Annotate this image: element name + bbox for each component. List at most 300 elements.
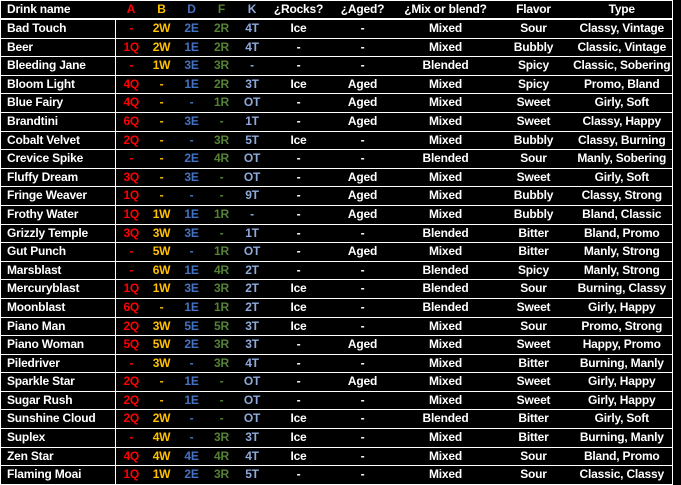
cell-f: 4R bbox=[214, 151, 229, 166]
cell-d: 2E bbox=[184, 151, 199, 166]
cell-rocks: Ice bbox=[290, 21, 307, 35]
cell-b: 4W bbox=[152, 430, 171, 445]
table-row bbox=[1, 410, 673, 429]
cell-name: Gut Punch bbox=[1, 243, 116, 262]
cell-flavor: Sour bbox=[520, 448, 547, 463]
cell-f: - bbox=[219, 169, 224, 184]
cell-type: Bland, Promo bbox=[583, 448, 660, 463]
table-row bbox=[1, 131, 673, 150]
cell-a: 2Q bbox=[123, 392, 140, 407]
cell-a: 6Q bbox=[123, 113, 140, 128]
cell-b: 4W bbox=[152, 448, 171, 463]
cell-b: 3W bbox=[152, 225, 171, 240]
cell-rocks: - bbox=[296, 225, 301, 240]
cell-k: 3T bbox=[245, 76, 259, 91]
column-header-name: Drink name bbox=[7, 2, 71, 16]
cell-b: - bbox=[159, 151, 164, 166]
cell-name: Sugar Rush bbox=[1, 391, 116, 410]
cell-aged: - bbox=[360, 299, 365, 314]
cell-type: Manly, Sobering bbox=[577, 151, 667, 166]
cell-rocks: - bbox=[296, 169, 301, 184]
cell-f: 3R bbox=[214, 337, 229, 352]
cell-mix: Mixed bbox=[428, 21, 462, 35]
cell-rocks: Ice bbox=[290, 76, 307, 91]
cell-name: Brandtini bbox=[1, 112, 116, 131]
cell-f: 3R bbox=[214, 132, 229, 147]
cell-flavor: Sour bbox=[520, 21, 547, 35]
table-row bbox=[1, 168, 673, 187]
cell-f: 1R bbox=[214, 95, 229, 110]
cell-d: - bbox=[189, 132, 194, 147]
cell-d: - bbox=[189, 95, 194, 110]
table-row bbox=[1, 280, 673, 299]
column-header-mix: ¿Mix or blend? bbox=[404, 2, 487, 16]
table-row bbox=[1, 298, 673, 317]
cell-a: 6Q bbox=[123, 299, 140, 314]
cell-aged: - bbox=[360, 448, 365, 463]
table-row bbox=[1, 94, 673, 113]
cell-rocks: Ice bbox=[290, 411, 307, 426]
cell-rocks: - bbox=[296, 188, 301, 203]
cell-d: 3E bbox=[184, 225, 199, 240]
cell-k: OT bbox=[243, 244, 261, 259]
cell-flavor: Sweet bbox=[516, 392, 551, 407]
cell-aged: Aged bbox=[347, 244, 378, 259]
cell-k: 9T bbox=[245, 188, 259, 203]
cell-name: Crevice Spike bbox=[1, 150, 116, 169]
cell-d: 3E bbox=[184, 113, 199, 128]
cell-name: Zen Star bbox=[1, 447, 116, 466]
cell-flavor: Sour bbox=[520, 281, 547, 296]
cell-aged: - bbox=[360, 467, 365, 482]
cell-f: 2R bbox=[214, 39, 229, 54]
cell-d: - bbox=[189, 430, 194, 445]
cell-f: 2R bbox=[214, 76, 229, 91]
cell-aged: - bbox=[360, 430, 365, 445]
cell-k: 3T bbox=[245, 337, 259, 352]
cell-d: 2E bbox=[184, 467, 199, 482]
cell-k: 4T bbox=[245, 39, 259, 54]
cell-mix: Blended bbox=[422, 411, 469, 426]
cell-type: Classic, Vintage bbox=[577, 39, 667, 54]
cell-aged: - bbox=[360, 411, 365, 426]
cell-type: Classy, Burning bbox=[578, 132, 666, 147]
cell-a: 4Q bbox=[123, 76, 140, 91]
cell-name: Piledriver bbox=[1, 354, 116, 373]
cell-f: 3R bbox=[214, 58, 229, 73]
cell-k: 4T bbox=[245, 355, 259, 370]
column-header-aged: ¿Aged? bbox=[340, 2, 385, 16]
cell-type: Girly, Soft bbox=[594, 411, 649, 426]
cell-k: OT bbox=[243, 411, 261, 426]
cell-type: Bland, Classic bbox=[582, 206, 662, 221]
cell-mix: Mixed bbox=[428, 206, 462, 221]
cell-d: 4E bbox=[184, 448, 199, 463]
cell-b: 3W bbox=[152, 355, 171, 370]
cell-f: 1R bbox=[214, 244, 229, 259]
cell-type: Girly, Soft bbox=[594, 169, 649, 184]
cell-b: - bbox=[159, 76, 164, 91]
cell-rocks: - bbox=[296, 337, 301, 352]
cell-k: 1T bbox=[245, 225, 259, 240]
cell-k: - bbox=[250, 58, 254, 73]
cell-k: 4T bbox=[245, 448, 259, 463]
cell-rocks: Ice bbox=[290, 281, 307, 296]
cell-type: Girly, Happy bbox=[588, 374, 656, 389]
cell-name: Suplex bbox=[1, 429, 116, 448]
cell-flavor: Sour bbox=[520, 318, 547, 333]
cell-rocks: Ice bbox=[290, 318, 307, 333]
cell-d: 3E bbox=[184, 169, 199, 184]
cell-f: 3R bbox=[214, 281, 229, 296]
cell-d: - bbox=[189, 355, 194, 370]
cell-aged: - bbox=[360, 392, 365, 407]
cell-aged: Aged bbox=[347, 206, 378, 221]
cell-d: 1E bbox=[184, 76, 199, 91]
cell-k: OT bbox=[243, 95, 261, 110]
column-header-b: B bbox=[157, 2, 166, 16]
cell-rocks: Ice bbox=[290, 448, 307, 463]
cell-rocks: Ice bbox=[290, 430, 307, 445]
cell-f: - bbox=[219, 392, 224, 407]
header-row bbox=[1, 1, 673, 20]
cell-a: 1Q bbox=[123, 281, 140, 296]
cell-flavor: Sour bbox=[520, 467, 547, 482]
cell-k: 3T bbox=[245, 430, 259, 445]
cell-mix: Blended bbox=[422, 225, 469, 240]
cell-rocks: Ice bbox=[290, 132, 307, 147]
cell-name: Grizzly Temple bbox=[1, 224, 116, 243]
cell-flavor: Bitter bbox=[518, 430, 549, 445]
cell-a: 5Q bbox=[123, 337, 140, 352]
cell-aged: Aged bbox=[347, 169, 378, 184]
cell-rocks: - bbox=[296, 151, 301, 166]
cell-name: Piano Woman bbox=[1, 336, 116, 355]
cell-rocks: - bbox=[296, 467, 301, 482]
table-row bbox=[1, 373, 673, 392]
table-row bbox=[1, 112, 673, 131]
table-row bbox=[1, 38, 673, 57]
cell-aged: - bbox=[360, 58, 365, 73]
cell-d: 1E bbox=[184, 262, 199, 277]
cell-aged: Aged bbox=[347, 337, 378, 352]
cell-f: - bbox=[219, 374, 224, 389]
cell-f: - bbox=[219, 188, 224, 203]
table-row bbox=[1, 224, 673, 243]
table-row bbox=[1, 391, 673, 410]
cell-a: - bbox=[129, 244, 134, 259]
cell-name: Beer bbox=[1, 38, 116, 57]
cell-name: Bloom Light bbox=[1, 75, 116, 94]
table-row bbox=[1, 354, 673, 373]
cell-name: Sunshine Cloud bbox=[1, 410, 116, 429]
cell-a: 2Q bbox=[123, 318, 140, 333]
cell-mix: Blended bbox=[422, 281, 469, 296]
table-row bbox=[1, 429, 673, 448]
cell-rocks: - bbox=[296, 244, 301, 259]
cell-b: 2W bbox=[152, 21, 171, 35]
cell-a: - bbox=[129, 262, 134, 277]
column-header-a: A bbox=[126, 2, 136, 16]
cell-b: 6W bbox=[152, 262, 171, 277]
cell-name: Sparkle Star bbox=[1, 373, 116, 392]
cell-type: Burning, Manly bbox=[579, 430, 664, 445]
cell-b: - bbox=[159, 188, 164, 203]
cell-aged: Aged bbox=[347, 188, 378, 203]
cell-a: - bbox=[129, 355, 134, 370]
cell-mix: Mixed bbox=[428, 374, 462, 389]
cell-flavor: Bitter bbox=[518, 411, 549, 426]
cell-name: Bad Touch bbox=[1, 19, 116, 38]
cell-f: - bbox=[219, 113, 224, 128]
cell-a: 2Q bbox=[123, 132, 140, 147]
table-row bbox=[1, 261, 673, 280]
cell-aged: - bbox=[360, 225, 365, 240]
cell-flavor: Bubbly bbox=[513, 206, 554, 221]
cell-name: Mercuryblast bbox=[1, 280, 116, 299]
cell-rocks: - bbox=[296, 355, 301, 370]
table-row bbox=[1, 150, 673, 169]
cell-flavor: Sweet bbox=[516, 374, 551, 389]
cell-aged: Aged bbox=[347, 76, 378, 91]
cell-name: Fluffy Dream bbox=[1, 168, 116, 187]
cell-name: Marsblast bbox=[1, 261, 116, 280]
cell-name: Flaming Moai bbox=[1, 466, 116, 485]
cell-a: 3Q bbox=[123, 169, 140, 184]
table-header bbox=[1, 1, 673, 20]
cell-flavor: Bubbly bbox=[513, 39, 554, 54]
cell-d: 1E bbox=[184, 392, 199, 407]
cell-k: 4T bbox=[245, 21, 259, 35]
cell-a: - bbox=[129, 430, 134, 445]
cell-type: Classic, Classy bbox=[579, 467, 664, 482]
cell-rocks: - bbox=[296, 206, 301, 221]
cell-b: 5W bbox=[152, 337, 171, 352]
cell-b: - bbox=[159, 392, 164, 407]
cell-d: 5E bbox=[184, 318, 199, 333]
cell-a: - bbox=[129, 58, 134, 73]
cell-f: 4R bbox=[214, 448, 229, 463]
cell-k: OT bbox=[243, 392, 261, 407]
cell-type: Manly, Strong bbox=[583, 262, 660, 277]
cell-aged: - bbox=[360, 318, 365, 333]
cell-d: 1E bbox=[184, 206, 199, 221]
table-row bbox=[1, 243, 673, 262]
cell-d: 1E bbox=[184, 374, 199, 389]
cell-type: Bland, Promo bbox=[583, 225, 660, 240]
cell-mix: Blended bbox=[422, 58, 469, 73]
cell-b: - bbox=[159, 95, 164, 110]
cell-mix: Mixed bbox=[428, 467, 462, 482]
cell-k: OT bbox=[243, 151, 261, 166]
cell-d: - bbox=[189, 411, 194, 426]
cell-rocks: - bbox=[296, 95, 301, 110]
cell-a: 1Q bbox=[123, 206, 140, 221]
cell-mix: Blended bbox=[422, 299, 469, 314]
cell-b: 1W bbox=[152, 281, 171, 296]
cell-a: 4Q bbox=[123, 95, 140, 110]
cell-flavor: Sweet bbox=[516, 169, 551, 184]
cell-k: OT bbox=[243, 169, 261, 184]
cell-mix: Mixed bbox=[428, 95, 462, 110]
cell-aged: - bbox=[360, 151, 365, 166]
cell-rocks: Ice bbox=[290, 299, 307, 314]
cell-b: 1W bbox=[152, 467, 171, 482]
cell-b: 2W bbox=[152, 39, 171, 54]
cell-k: 2T bbox=[245, 281, 259, 296]
cell-type: Manly, Strong bbox=[583, 244, 660, 259]
cell-aged: Aged bbox=[347, 95, 378, 110]
cell-flavor: Spicy bbox=[517, 58, 550, 73]
cell-a: - bbox=[129, 151, 134, 166]
cell-f: 5R bbox=[214, 318, 229, 333]
cell-aged: Aged bbox=[347, 374, 378, 389]
cell-rocks: - bbox=[296, 262, 301, 277]
cell-name: Piano Man bbox=[1, 317, 116, 336]
column-header-rocks: ¿Rocks? bbox=[273, 2, 324, 16]
cell-type: Promo, Strong bbox=[581, 318, 663, 333]
table-row bbox=[1, 75, 673, 94]
cell-mix: Mixed bbox=[428, 355, 462, 370]
cell-a: 1Q bbox=[123, 467, 140, 482]
cell-b: - bbox=[159, 132, 164, 147]
cell-flavor: Sweet bbox=[516, 337, 551, 352]
table-body bbox=[1, 19, 673, 484]
cell-type: Happy, Promo bbox=[582, 337, 661, 352]
cell-aged: - bbox=[360, 281, 365, 296]
cell-b: - bbox=[159, 169, 164, 184]
cell-k: 2T bbox=[245, 299, 259, 314]
column-header-f: F bbox=[217, 2, 226, 16]
cell-mix: Mixed bbox=[428, 132, 462, 147]
cell-mix: Mixed bbox=[428, 39, 462, 54]
cell-mix: Mixed bbox=[428, 318, 462, 333]
cell-b: 1W bbox=[152, 206, 171, 221]
cell-b: - bbox=[159, 113, 164, 128]
cell-mix: Mixed bbox=[428, 169, 462, 184]
cell-d: 2E bbox=[184, 21, 199, 35]
cell-f: 4R bbox=[214, 262, 229, 277]
table-row bbox=[1, 19, 673, 38]
cell-type: Promo, Bland bbox=[583, 76, 660, 91]
cell-type: Classy, Strong bbox=[581, 188, 662, 203]
cell-a: - bbox=[129, 21, 134, 35]
cell-aged: - bbox=[360, 262, 365, 277]
cell-d: - bbox=[189, 244, 194, 259]
cell-flavor: Bitter bbox=[518, 225, 549, 240]
cell-flavor: Bubbly bbox=[513, 188, 554, 203]
cell-aged: - bbox=[360, 355, 365, 370]
cell-flavor: Sweet bbox=[516, 299, 551, 314]
cell-type: Girly, Soft bbox=[594, 95, 649, 110]
cell-k: 1T bbox=[245, 113, 259, 128]
cell-rocks: - bbox=[296, 374, 301, 389]
cell-b: 5W bbox=[152, 244, 171, 259]
cell-rocks: - bbox=[296, 392, 301, 407]
cell-b: - bbox=[159, 299, 164, 314]
cell-flavor: Bitter bbox=[518, 355, 549, 370]
table-row bbox=[1, 57, 673, 76]
table-row bbox=[1, 205, 673, 224]
cell-mix: Mixed bbox=[428, 392, 462, 407]
cell-type: Burning, Manly bbox=[579, 355, 664, 370]
cell-name: Moonblast bbox=[1, 298, 116, 317]
cell-f: 2R bbox=[214, 21, 229, 35]
table-row bbox=[1, 336, 673, 355]
cell-k: - bbox=[250, 206, 254, 221]
cell-a: 4Q bbox=[123, 448, 140, 463]
cell-flavor: Sour bbox=[520, 151, 547, 166]
cell-type: Girly, Happy bbox=[588, 299, 656, 314]
cell-mix: Blended bbox=[422, 151, 469, 166]
column-header-k: K bbox=[247, 2, 257, 16]
cell-name: Frothy Water bbox=[1, 205, 116, 224]
cell-name: Blue Fairy bbox=[1, 94, 116, 113]
cell-name: Cobalt Velvet bbox=[1, 131, 116, 150]
cell-rocks: - bbox=[296, 58, 301, 73]
cell-f: 1R bbox=[214, 299, 229, 314]
cell-b: 2W bbox=[152, 411, 171, 426]
cell-mix: Mixed bbox=[428, 430, 462, 445]
cell-a: 2Q bbox=[123, 411, 140, 426]
cell-mix: Mixed bbox=[428, 188, 462, 203]
cell-mix: Mixed bbox=[428, 76, 462, 91]
cell-k: 5T bbox=[245, 132, 259, 147]
cell-flavor: Sweet bbox=[516, 95, 551, 110]
cell-a: 1Q bbox=[123, 188, 140, 203]
cell-k: OT bbox=[243, 374, 261, 389]
table-row bbox=[1, 187, 673, 206]
cell-k: 5T bbox=[245, 467, 259, 482]
cell-flavor: Bubbly bbox=[513, 132, 554, 147]
cell-mix: Mixed bbox=[428, 113, 462, 128]
cell-d: 1E bbox=[184, 299, 199, 314]
cell-b: 1W bbox=[152, 58, 171, 73]
column-header-d: D bbox=[187, 2, 196, 16]
cell-d: 3E bbox=[184, 281, 199, 296]
cell-d: - bbox=[189, 188, 194, 203]
cell-type: Classy, Happy bbox=[582, 113, 662, 128]
cell-f: 3R bbox=[214, 430, 229, 445]
cell-f: 3R bbox=[214, 355, 229, 370]
cell-aged: - bbox=[360, 21, 365, 35]
cell-k: 3T bbox=[245, 318, 259, 333]
cell-flavor: Spicy bbox=[517, 76, 550, 91]
cell-f: - bbox=[219, 411, 224, 426]
table-row bbox=[1, 317, 673, 336]
cell-f: - bbox=[219, 225, 224, 240]
cell-aged: - bbox=[360, 39, 365, 54]
column-header-flavor: Flavor bbox=[516, 2, 551, 16]
table-row bbox=[1, 447, 673, 466]
cell-rocks: - bbox=[296, 113, 301, 128]
cell-rocks: - bbox=[296, 39, 301, 54]
cell-b: - bbox=[159, 374, 164, 389]
cell-mix: Mixed bbox=[428, 337, 462, 352]
cell-k: 2T bbox=[245, 262, 259, 277]
cell-mix: Mixed bbox=[428, 448, 462, 463]
cell-name: Fringe Weaver bbox=[1, 187, 116, 206]
cell-d: 1E bbox=[184, 39, 199, 54]
cell-mix: Blended bbox=[422, 262, 469, 277]
cell-f: 3R bbox=[214, 467, 229, 482]
cell-aged: - bbox=[360, 132, 365, 147]
cell-type: Classic, Sobering bbox=[573, 58, 671, 73]
cell-flavor: Bitter bbox=[518, 244, 549, 259]
table-row bbox=[1, 466, 673, 485]
cell-a: 2Q bbox=[123, 374, 140, 389]
cell-name: Bleeding Jane bbox=[1, 57, 116, 76]
